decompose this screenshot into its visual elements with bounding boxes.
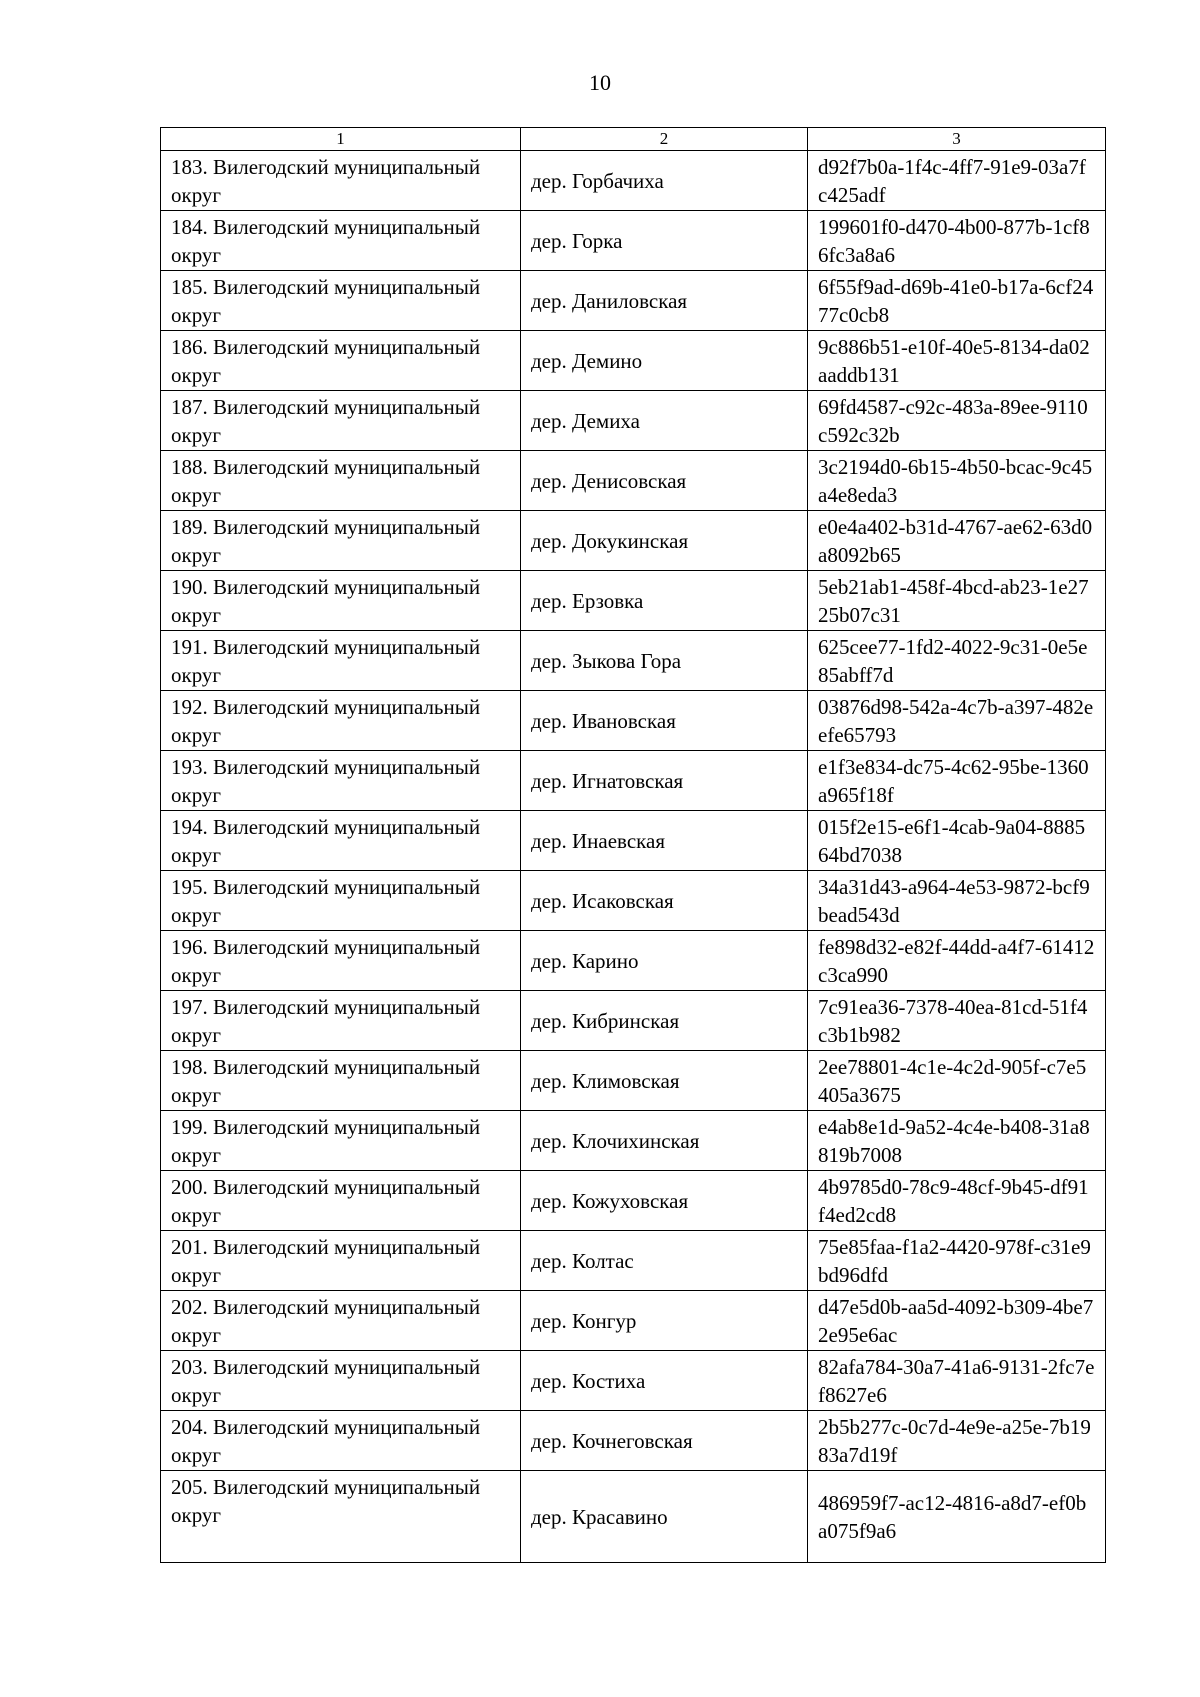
- guid-cell: 5eb21ab1-458f-4bcd-ab23-1e2725b07c31: [808, 571, 1106, 631]
- settlement-cell: дер. Кожуховская: [521, 1171, 808, 1231]
- municipality-cell: 203. Вилегодский муниципальный округ: [161, 1351, 521, 1411]
- municipality-cell: 187. Вилегодский муниципальный округ: [161, 391, 521, 451]
- settlement-cell: дер. Докукинская: [521, 511, 808, 571]
- table-header-row: [161, 128, 1106, 151]
- municipality-cell: 188. Вилегодский муниципальный округ: [161, 451, 521, 511]
- municipality-cell: 198. Вилегодский муниципальный округ: [161, 1051, 521, 1111]
- guid-cell: 75e85faa-f1a2-4420-978f-c31e9bd96dfd: [808, 1231, 1106, 1291]
- settlements-table: [160, 127, 1106, 1563]
- municipality-cell: 196. Вилегодский муниципальный округ: [161, 931, 521, 991]
- settlement-cell: дер. Кибринская: [521, 991, 808, 1051]
- table-row: [161, 511, 1106, 571]
- column-header-3: 3: [808, 128, 1106, 151]
- municipality-cell: 189. Вилегодский муниципальный округ: [161, 511, 521, 571]
- guid-cell: 2b5b277c-0c7d-4e9e-a25e-7b1983a7d19f: [808, 1411, 1106, 1471]
- municipality-cell: 186. Вилегодский муниципальный округ: [161, 331, 521, 391]
- table-row: [161, 1411, 1106, 1471]
- page-number: 10: [589, 70, 611, 95]
- table-body: [161, 151, 1106, 1563]
- table-row: [161, 871, 1106, 931]
- table-row: [161, 1231, 1106, 1291]
- table-row: [161, 211, 1106, 271]
- municipality-cell: 190. Вилегодский муниципальный округ: [161, 571, 521, 631]
- settlement-cell: дер. Горка: [521, 211, 808, 271]
- guid-cell: d47e5d0b-aa5d-4092-b309-4be72e95e6ac: [808, 1291, 1106, 1351]
- municipality-cell: 193. Вилегодский муниципальный округ: [161, 751, 521, 811]
- guid-cell: 199601f0-d470-4b00-877b-1cf86fc3a8a6: [808, 211, 1106, 271]
- guid-cell: e4ab8e1d-9a52-4c4e-b408-31a8819b7008: [808, 1111, 1106, 1171]
- table-row: [161, 151, 1106, 211]
- municipality-cell: 200. Вилегодский муниципальный округ: [161, 1171, 521, 1231]
- table-row: [161, 691, 1106, 751]
- guid-cell: 015f2e15-e6f1-4cab-9a04-888564bd7038: [808, 811, 1106, 871]
- settlement-cell: дер. Исаковская: [521, 871, 808, 931]
- settlement-cell: дер. Ивановская: [521, 691, 808, 751]
- municipality-cell: 184. Вилегодский муниципальный округ: [161, 211, 521, 271]
- municipality-cell: 195. Вилегодский муниципальный округ: [161, 871, 521, 931]
- municipality-cell: 205. Вилегодский муниципальный округ: [161, 1471, 521, 1563]
- guid-cell: 82afa784-30a7-41a6-9131-2fc7ef8627e6: [808, 1351, 1106, 1411]
- settlement-cell: дер. Конгур: [521, 1291, 808, 1351]
- guid-cell: 7c91ea36-7378-40ea-81cd-51f4c3b1b982: [808, 991, 1106, 1051]
- settlement-cell: дер. Колтас: [521, 1231, 808, 1291]
- table-row: [161, 991, 1106, 1051]
- column-header-1: 1: [161, 128, 521, 151]
- settlement-cell: дер. Даниловская: [521, 271, 808, 331]
- settlement-cell: дер. Кочнеговская: [521, 1411, 808, 1471]
- settlement-cell: дер. Инаевская: [521, 811, 808, 871]
- table-row: [161, 271, 1106, 331]
- table-row: [161, 631, 1106, 691]
- municipality-cell: 197. Вилегодский муниципальный округ: [161, 991, 521, 1051]
- municipality-cell: 199. Вилегодский муниципальный округ: [161, 1111, 521, 1171]
- municipality-cell: 202. Вилегодский муниципальный округ: [161, 1291, 521, 1351]
- guid-cell: e0e4a402-b31d-4767-ae62-63d0a8092b65: [808, 511, 1106, 571]
- settlement-cell: дер. Климовская: [521, 1051, 808, 1111]
- settlement-cell: дер. Клочихинская: [521, 1111, 808, 1171]
- guid-cell: 34a31d43-a964-4e53-9872-bcf9bead543d: [808, 871, 1106, 931]
- table-row: [161, 1471, 1106, 1563]
- table-row: [161, 331, 1106, 391]
- table-row: [161, 1111, 1106, 1171]
- municipality-cell: 194. Вилегодский муниципальный округ: [161, 811, 521, 871]
- settlement-cell: дер. Красавино: [521, 1471, 808, 1563]
- table-row: [161, 931, 1106, 991]
- municipality-cell: 191. Вилегодский муниципальный округ: [161, 631, 521, 691]
- guid-cell: 4b9785d0-78c9-48cf-9b45-df91f4ed2cd8: [808, 1171, 1106, 1231]
- municipality-cell: 192. Вилегодский муниципальный округ: [161, 691, 521, 751]
- settlement-cell: дер. Демино: [521, 331, 808, 391]
- guid-cell: e1f3e834-dc75-4c62-95be-1360a965f18f: [808, 751, 1106, 811]
- table-row: [161, 1171, 1106, 1231]
- settlement-cell: дер. Демиха: [521, 391, 808, 451]
- settlement-cell: дер. Зыкова Гора: [521, 631, 808, 691]
- table-row: [161, 451, 1106, 511]
- guid-cell: 3c2194d0-6b15-4b50-bcac-9c45a4e8eda3: [808, 451, 1106, 511]
- settlement-cell: дер. Игнатовская: [521, 751, 808, 811]
- settlement-cell: дер. Горбачиха: [521, 151, 808, 211]
- settlement-cell: дер. Денисовская: [521, 451, 808, 511]
- guid-cell: 486959f7-ac12-4816-a8d7-ef0ba075f9a6: [808, 1471, 1106, 1563]
- table-row: [161, 391, 1106, 451]
- guid-cell: 2ee78801-4c1e-4c2d-905f-c7e5405a3675: [808, 1051, 1106, 1111]
- table-row: [161, 1351, 1106, 1411]
- guid-cell: fe898d32-e82f-44dd-a4f7-61412c3ca990: [808, 931, 1106, 991]
- settlement-cell: дер. Костиха: [521, 1351, 808, 1411]
- table-row: [161, 751, 1106, 811]
- municipality-cell: 201. Вилегодский муниципальный округ: [161, 1231, 521, 1291]
- column-header-2: 2: [521, 128, 808, 151]
- guid-cell: 625cee77-1fd2-4022-9c31-0e5e85abff7d: [808, 631, 1106, 691]
- municipality-cell: 183. Вилегодский муниципальный округ: [161, 151, 521, 211]
- table-row: [161, 571, 1106, 631]
- guid-cell: 9c886b51-e10f-40e5-8134-da02aaddb131: [808, 331, 1106, 391]
- municipality-cell: 185. Вилегодский муниципальный округ: [161, 271, 521, 331]
- settlement-cell: дер. Карино: [521, 931, 808, 991]
- municipality-cell: 204. Вилегодский муниципальный округ: [161, 1411, 521, 1471]
- settlement-cell: дер. Ерзовка: [521, 571, 808, 631]
- table-row: [161, 1051, 1106, 1111]
- guid-cell: 03876d98-542a-4c7b-a397-482eefe65793: [808, 691, 1106, 751]
- table-row: [161, 811, 1106, 871]
- guid-cell: 69fd4587-c92c-483a-89ee-9110c592c32b: [808, 391, 1106, 451]
- guid-cell: d92f7b0a-1f4c-4ff7-91e9-03a7fc425adf: [808, 151, 1106, 211]
- table-row: [161, 1291, 1106, 1351]
- guid-cell: 6f55f9ad-d69b-41e0-b17a-6cf2477c0cb8: [808, 271, 1106, 331]
